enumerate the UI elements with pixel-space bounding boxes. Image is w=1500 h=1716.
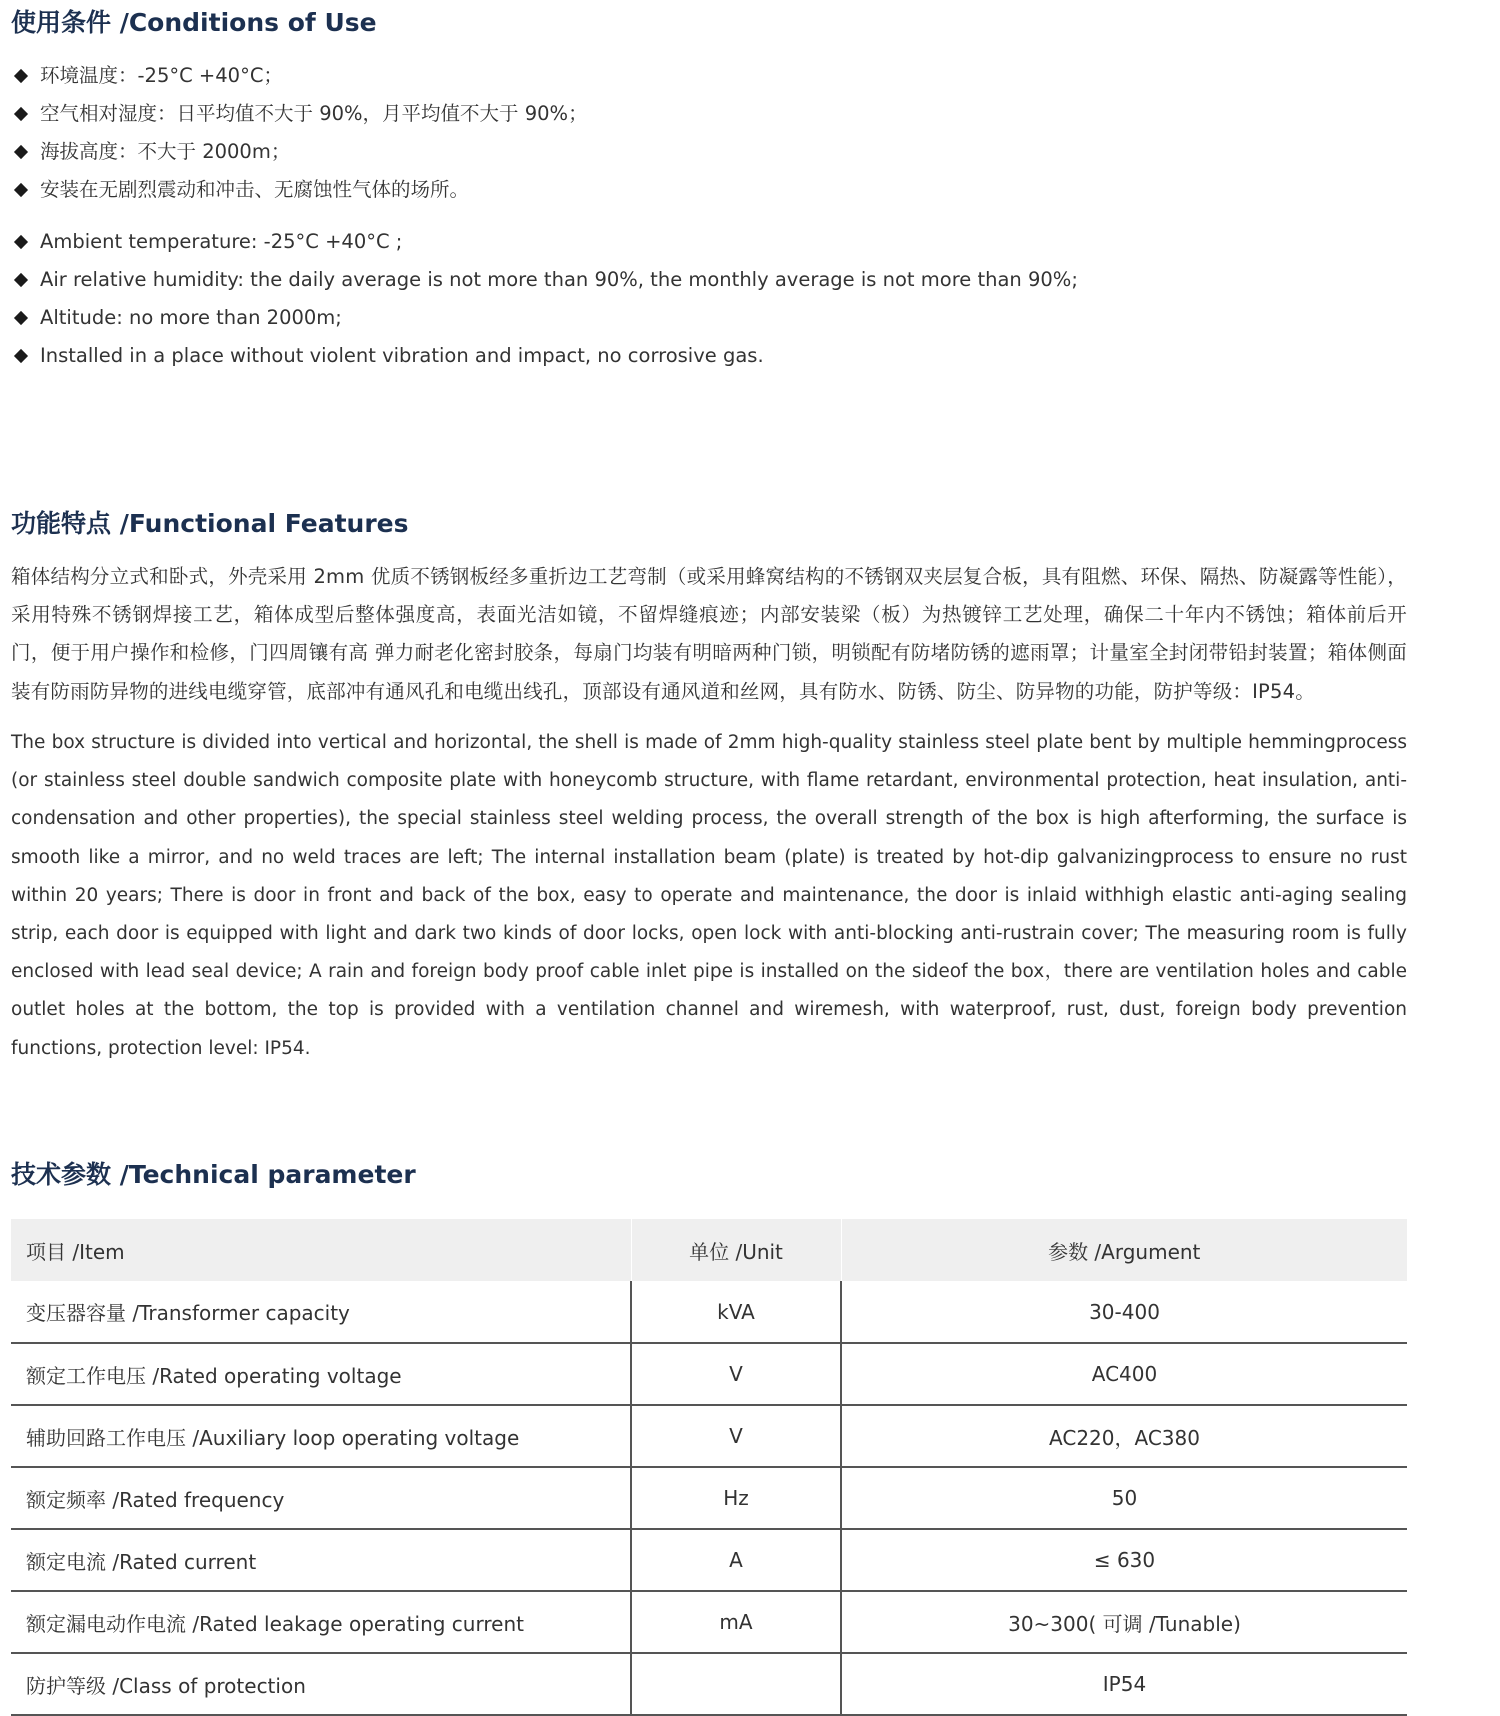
conditions-list-en: [13, 223, 1078, 375]
header-unit: 单位 /Unit: [631, 1219, 841, 1281]
list-item: Ambient temperature: -25°C +40°C ;: [13, 223, 1078, 261]
cell-argument: 30-400: [1089, 1299, 1160, 1324]
diamond-bullet-icon: [14, 107, 28, 121]
table-row: [11, 1529, 1407, 1591]
table-header-row: [11, 1219, 1407, 1281]
table-row: [11, 1343, 1407, 1405]
cell-item: 额定频率 /Rated frequency: [11, 1467, 631, 1529]
cell-item: 额定电流 /Rated current: [11, 1529, 631, 1591]
diamond-bullet-icon: [14, 69, 28, 83]
cell-item: 辅助回路工作电压 /Auxiliary loop operating voltage: [11, 1405, 631, 1467]
diamond-bullet-icon: [14, 235, 28, 249]
features-text-cn: 箱体结构分立式和卧式，外壳采用 2mm 优质不锈钢板经多重折边工艺弯制（或采用蜂窝结构的不锈钢双夹层复合板，具有阻燃、环保、隔热、防凝露等性能），采用特殊不锈钢焊接工艺，箱体成型后整体强度高，表面光洁如镜，不留焊缝痕迹；内部安装梁（板）为热镀锌工艺处理，确保二十年内不锈蚀；箱体前后开门，便于用户操作和检修，门四周镶有高 弹力耐老化密封胶条，每扇门均装有明暗两种门锁，明锁配有防堵防锈的遮雨罩；计量室全封闭带铅封装置；箱体侧面装有防雨防异物的进线电缆穿管，底部冲有通风孔和电缆出线孔，顶部设有通风道和丝网，具有防水、防锈、防尘、防异物的功能，防护等级：IP54。: [11, 565, 1407, 703]
cell-unit: V: [631, 1343, 841, 1405]
list-item: Altitude: no more than 2000m;: [13, 299, 1078, 337]
header-argument: 参数 /Argument: [1048, 1239, 1201, 1264]
list-item: 空气相对湿度：日平均值不大于 90%，月平均值不大于 90%；: [13, 95, 588, 133]
list-item: 海拔高度：不大于 2000m；: [13, 133, 588, 171]
parameter-table: [11, 1219, 1407, 1716]
diamond-bullet-icon: [14, 311, 28, 325]
cell-item: 额定漏电动作电流 /Rated leakage operating current: [11, 1591, 631, 1653]
cell-argument: ≤ 630: [1093, 1548, 1156, 1572]
cell-unit: V: [631, 1405, 841, 1467]
cell-unit: kVA: [631, 1281, 841, 1343]
cell-argument: AC220，AC380: [1049, 1425, 1200, 1450]
cell-argument: 50: [1111, 1486, 1138, 1510]
cell-argument: IP54: [1102, 1672, 1147, 1696]
list-item: 安装在无剧烈震动和冲击、无腐蚀性气体的场所。: [13, 171, 588, 209]
diamond-bullet-icon: [14, 349, 28, 363]
cell-item: 额定工作电压 /Rated operating voltage: [11, 1343, 631, 1405]
table-row: [11, 1281, 1407, 1343]
technical-title: 技术参数 /Technical parameter: [11, 1160, 416, 1189]
diamond-bullet-icon: [14, 145, 28, 159]
diamond-bullet-icon: [14, 273, 28, 287]
table-row: [11, 1591, 1407, 1653]
diamond-bullet-icon: [14, 183, 28, 197]
cell-unit: A: [631, 1529, 841, 1591]
table-row: [11, 1653, 1407, 1715]
cell-unit: [631, 1653, 841, 1715]
cell-item: 防护等级 /Class of protection: [11, 1653, 631, 1715]
conditions-title: 使用条件 /Conditions of Use: [11, 8, 377, 37]
cell-item: 变压器容量 /Transformer capacity: [11, 1281, 631, 1343]
features-text-en: The box structure is divided into vertical and horizontal, the shell is made of 2mm high-quality stainless steel plate bent by multiple hemmingprocess (or stainless steel double sandwich composite plate with honeycomb structure, with flame retardant, environmental protection, heat insulation, anti-condensation and other properties), the special stainless steel welding process, the overall strength of the box is high afterforming, the surface is smooth like a mirror, and no weld traces are left; The internal installation beam (plate) is treated by hot-dip galvanizingprocess to ensure no rust within 20 years; There is door in front and back of the box, easy to operate and maintenance, the door is inlaid withhigh elastic anti-aging sealing strip, each door is equipped with light and dark two kinds of door locks, open lock with anti-blocking anti-rustrain cover; The measuring room is fully enclosed with lead seal device; A rain and foreign body proof cable inlet pipe is installed on the sideof the box，there are ventilation holes and cable outlet holes at the bottom, the top is provided with a ventilation channel and wiremesh, with waterproof, rust, dust, foreign body prevention functions, protection level: IP54.: [11, 732, 1407, 1059]
list-item: 环境温度：-25°C +40°C；: [13, 57, 588, 95]
list-item: Air relative humidity: the daily average is not more than 90%, the monthly average is not more than 90%;: [13, 261, 1078, 299]
cell-unit: Hz: [631, 1467, 841, 1529]
cell-argument: 30~300( 可调 /Tunable): [1008, 1611, 1241, 1636]
table-row: [11, 1405, 1407, 1467]
conditions-list-cn: [13, 57, 588, 209]
table-row: [11, 1467, 1407, 1529]
features-title: 功能特点 /Functional Features: [11, 509, 409, 538]
header-item: 项目 /Item: [11, 1219, 631, 1281]
cell-unit: mA: [631, 1591, 841, 1653]
list-item: Installed in a place without violent vibration and impact, no corrosive gas.: [13, 337, 1078, 375]
cell-argument: AC400: [1091, 1362, 1158, 1386]
